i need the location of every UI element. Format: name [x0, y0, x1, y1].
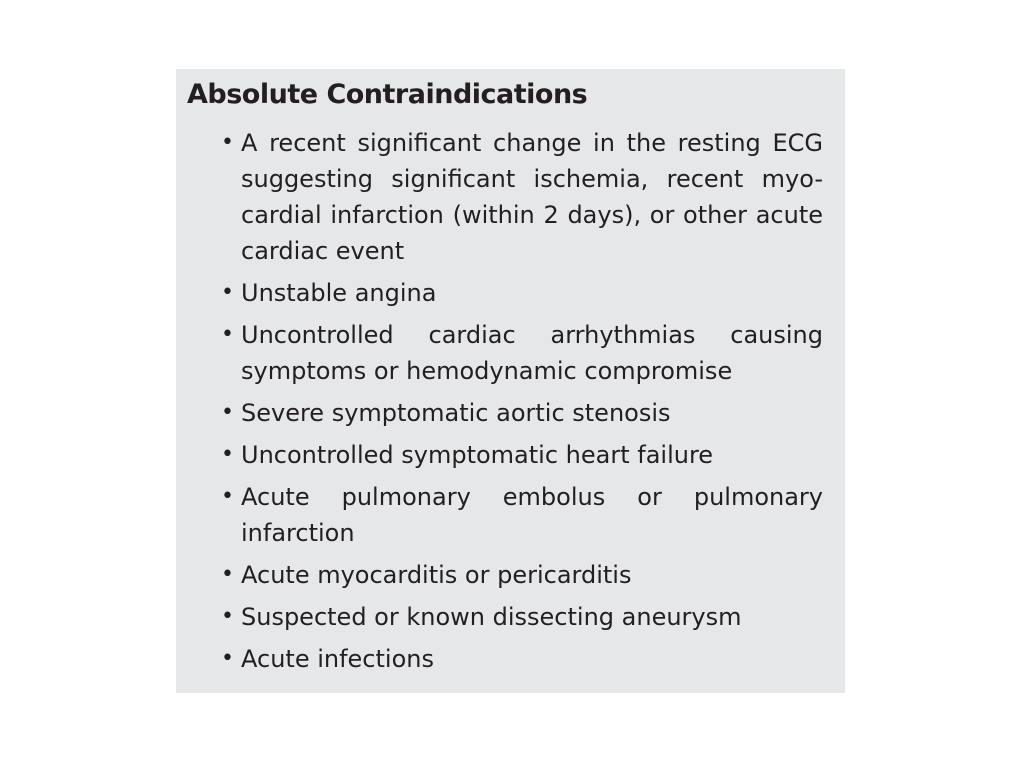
bullet-icon: • — [221, 400, 234, 425]
bullet-icon: • — [221, 646, 234, 671]
list-item-text: Acute myocarditis or pericarditis — [241, 561, 632, 589]
bullet-icon: • — [221, 322, 234, 347]
bullet-icon: • — [221, 562, 234, 587]
bullet-icon: • — [221, 604, 234, 629]
list-item — [187, 641, 823, 677]
bullet-icon: • — [221, 130, 234, 155]
bullet-icon: • — [221, 280, 234, 305]
list-item — [187, 437, 823, 473]
list-item — [187, 599, 823, 635]
list-item-text: Acute pulmonary embolus or pulmonary infarction — [241, 483, 823, 547]
list-item — [187, 395, 823, 431]
contraindications-panel — [176, 69, 845, 693]
list-item — [187, 317, 823, 389]
list-item-text: Severe symptomatic aortic stenosis — [241, 399, 671, 427]
list-item-text: Uncontrolled symptomatic heart failure — [241, 441, 714, 469]
list-item-text: Acute infections — [241, 645, 434, 673]
list-item-text: Suspected or known dissecting aneurysm — [241, 603, 742, 631]
list-item-text: Unstable angina — [241, 279, 437, 307]
list-item — [187, 125, 823, 269]
list-item — [187, 479, 823, 551]
list-item — [187, 557, 823, 593]
bullet-icon: • — [221, 484, 234, 509]
list-item-text: A recent significant change in the resting ECG suggesting significant ischemia, recent myo-cardial infarction (within 2 days), or other acute cardiac event — [241, 129, 823, 265]
list-item-text: Uncontrolled cardiac arrhythmias causing symptoms or hemodynamic compromise — [241, 321, 823, 385]
list-item — [187, 275, 823, 311]
panel-title: Absolute Contraindications — [187, 79, 588, 110]
contraindications-list — [187, 125, 823, 677]
bullet-icon: • — [221, 442, 234, 467]
